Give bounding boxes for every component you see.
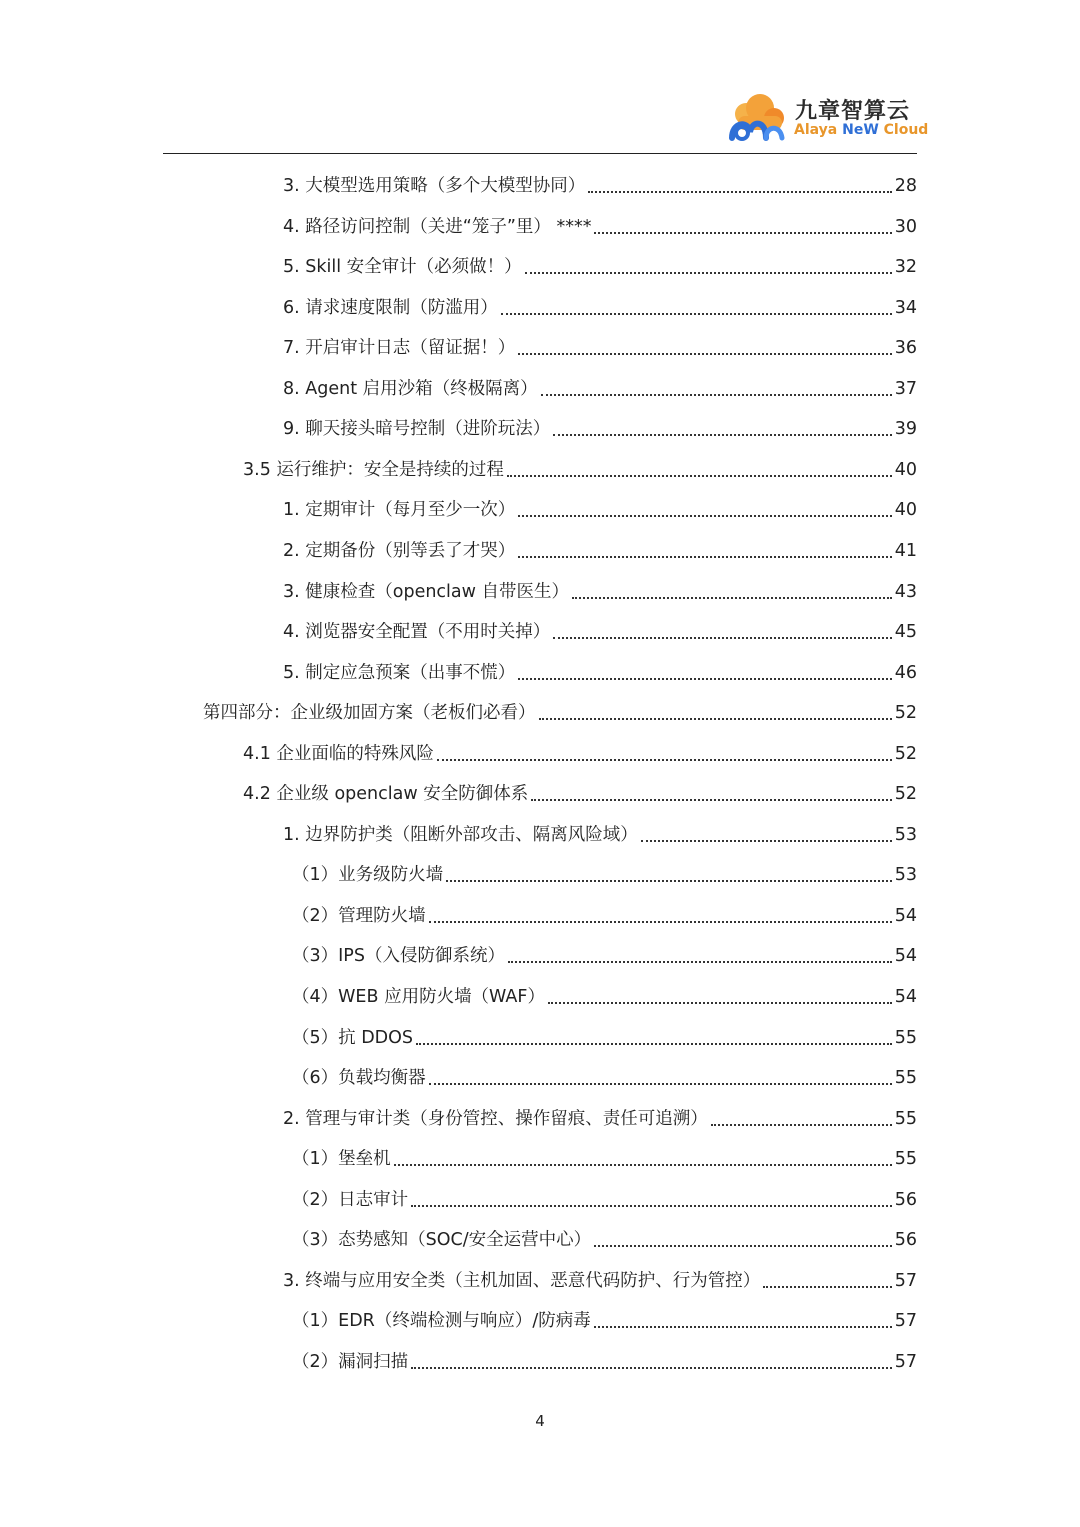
toc-dot-leader [641, 840, 892, 842]
toc-entry-title: 2. 管理与审计类（身份管控、操作留痕、责任可追溯） [283, 1108, 708, 1129]
toc-entry-page-number: 57 [894, 1311, 917, 1332]
toc-dot-leader [518, 515, 891, 517]
toc-entry-title: 3. 终端与应用安全类（主机加固、恶意代码防护、行为管控） [283, 1270, 761, 1291]
toc-entry-page-number: 30 [894, 216, 917, 237]
toc-entry-title: 4.1 企业面临的特殊风险 [243, 743, 434, 764]
toc-entry-page-number: 53 [894, 824, 917, 845]
toc-entry[interactable] [283, 361, 917, 401]
toc-entry-page-number: 54 [894, 987, 917, 1007]
toc-entry[interactable] [283, 1091, 917, 1131]
toc-dot-leader [437, 759, 892, 761]
toc-dot-leader [588, 191, 891, 193]
toc-dot-leader [416, 1043, 892, 1045]
toc-dot-leader [501, 313, 892, 315]
toc-entry[interactable] [243, 726, 917, 766]
header-divider [163, 153, 917, 154]
toc-entry-title: 6. 请求速度限制（防滥用） [283, 297, 498, 318]
toc-entry[interactable] [283, 199, 917, 239]
toc-entry-title: 第四部分：企业级加固方案（老板们必看） [203, 703, 536, 724]
toc-entry[interactable] [292, 847, 917, 887]
toc-dot-leader [553, 434, 891, 436]
toc-entry-title: 2. 定期备份（别等丢了才哭） [283, 540, 516, 561]
toc-entry[interactable] [292, 928, 917, 968]
toc-entry-page-number: 57 [894, 1270, 917, 1291]
toc-entry-title: 5. 制定应急预案（出事不慌） [283, 662, 516, 683]
toc-entry[interactable] [292, 1131, 917, 1171]
toc-dot-leader [429, 1083, 892, 1085]
toc-entry-page-number: 55 [894, 1149, 917, 1170]
toc-entry-page-number: 56 [894, 1230, 917, 1251]
toc-entry-title: 3. 大模型选用策略（多个大模型协同） [283, 176, 586, 196]
toc-entry-page-number: 28 [894, 176, 917, 196]
toc-dot-leader [446, 880, 892, 882]
toc-entry-page-number: 52 [894, 703, 917, 724]
toc-entry[interactable] [283, 482, 917, 522]
toc-entry[interactable] [283, 807, 917, 847]
brand-name-en-highlight: NeW [842, 122, 879, 138]
toc-dot-leader [548, 1002, 892, 1004]
toc-dot-leader [541, 394, 892, 396]
toc-dot-leader [411, 1367, 892, 1369]
toc-entry[interactable] [283, 239, 917, 279]
toc-dot-leader [394, 1164, 892, 1166]
toc-entry[interactable] [243, 766, 917, 806]
toc-entry-page-number: 34 [894, 297, 917, 318]
toc-entry[interactable] [203, 685, 917, 725]
cloud-logo-icon [726, 92, 790, 142]
toc-entry-title: 5. Skill 安全审计（必须做！） [283, 257, 522, 278]
toc-entry-title: 1. 边界防护类（阻断外部攻击、隔离风险域） [283, 824, 638, 845]
toc-entry[interactable] [292, 1293, 917, 1333]
toc-entry-title: （4）WEB 应用防火墙（WAF） [292, 987, 545, 1007]
toc-entry-page-number: 55 [894, 1068, 917, 1089]
toc-entry-title: （1）业务级防火墙 [292, 865, 444, 886]
toc-entry-title: （2）管理防火墙 [292, 905, 426, 926]
toc-entry[interactable] [292, 1334, 917, 1374]
toc-entry-title: 9. 聊天接头暗号控制（进阶玩法） [283, 419, 551, 440]
toc-entry-title: 1. 定期审计（每月至少一次） [283, 500, 516, 521]
toc-entry-page-number: 55 [894, 1027, 917, 1048]
toc-entry-page-number: 32 [894, 257, 917, 278]
toc-dot-leader [594, 1245, 892, 1247]
toc-entry-page-number: 37 [894, 378, 917, 399]
toc-entry-page-number: 43 [894, 581, 917, 602]
toc-entry-page-number: 57 [894, 1351, 917, 1372]
toc-dot-leader [594, 1326, 892, 1328]
toc-entry-page-number: 56 [894, 1189, 917, 1210]
toc-dot-leader [518, 353, 891, 355]
toc-entry-title: 8. Agent 启用沙箱（终极隔离） [283, 378, 538, 399]
toc-entry-title: 3.5 运行维护：安全是持续的过程 [243, 459, 504, 480]
toc-dot-leader [525, 272, 892, 274]
toc-dot-leader [411, 1205, 892, 1207]
page-number: 4 [535, 1412, 545, 1430]
toc-entry-title: 7. 开启审计日志（留证据！） [283, 338, 516, 359]
brand-name-en-prefix: Alaya [794, 122, 843, 138]
toc-entry-title: 3. 健康检查（openclaw 自带医生） [283, 581, 570, 602]
toc-entry-page-number: 53 [894, 865, 917, 886]
toc-dot-leader [508, 961, 892, 963]
toc-entry-page-number: 54 [894, 905, 917, 926]
toc-dot-leader [518, 556, 891, 558]
toc-dot-leader [711, 1124, 892, 1126]
toc-entry[interactable] [292, 1212, 917, 1252]
toc-entry[interactable] [283, 1253, 917, 1293]
brand-name-en-suffix: Cloud [878, 122, 929, 138]
toc-entry-title: （2）漏洞扫描 [292, 1351, 409, 1372]
toc-entry[interactable] [283, 604, 917, 644]
toc-entry-title: （3）态势感知（SOC/安全运营中心） [292, 1230, 592, 1251]
toc-entry[interactable] [283, 320, 917, 360]
toc-entry[interactable] [283, 280, 917, 320]
toc-entry-page-number: 52 [894, 784, 917, 805]
toc-entry-page-number: 36 [894, 338, 917, 359]
toc-entry-title: 4. 路径访问控制（关进“笼子”里） **** [283, 216, 592, 237]
toc-entry[interactable] [283, 564, 917, 604]
toc-entry-page-number: 41 [894, 540, 917, 561]
toc-entry-title: （1）EDR（终端检测与响应）/防病毒 [292, 1311, 591, 1332]
toc-dot-leader [531, 799, 892, 801]
toc-dot-leader [518, 678, 891, 680]
toc-entry-title: （3）IPS（入侵防御系统） [292, 946, 505, 967]
toc-entry[interactable] [292, 888, 917, 928]
toc-entry-title: 4. 浏览器安全配置（不用时关掉） [283, 622, 551, 643]
toc-entry-title: 4.2 企业级 openclaw 安全防御体系 [243, 784, 529, 805]
toc-entry-title: （2）日志审计 [292, 1189, 409, 1210]
toc-entry[interactable] [283, 401, 917, 441]
toc-entry-title: （5）抗 DDOS [292, 1027, 414, 1048]
toc-dot-leader [572, 597, 892, 599]
toc-entry[interactable] [283, 523, 917, 563]
brand-name-en [794, 122, 928, 138]
toc-entry-page-number: 54 [894, 946, 917, 967]
toc-entry-title: （1）堡垒机 [292, 1149, 391, 1170]
toc-dot-leader [763, 1286, 891, 1288]
toc-entry-page-number: 39 [894, 419, 917, 440]
toc-entry-page-number: 52 [894, 743, 917, 764]
toc-entry[interactable] [292, 1050, 917, 1090]
toc-dot-leader [429, 921, 892, 923]
toc-entry-page-number: 46 [894, 662, 917, 683]
toc-entry-page-number: 45 [894, 622, 917, 643]
toc-entry-page-number: 40 [894, 459, 917, 480]
brand-name-cn: 九章智算云 [795, 99, 911, 124]
toc-dot-leader [539, 718, 892, 720]
brand-logo [726, 92, 929, 144]
toc-dot-leader [594, 232, 891, 234]
toc-entry[interactable] [292, 969, 917, 1009]
toc-entry[interactable] [243, 442, 917, 482]
toc-dot-leader [507, 475, 892, 477]
toc-entry[interactable] [283, 645, 917, 685]
toc-entry-page-number: 40 [894, 500, 917, 521]
toc-entry-page-number: 55 [894, 1108, 917, 1129]
toc-dot-leader [553, 637, 891, 639]
toc-entry[interactable] [283, 158, 917, 198]
toc-entry-title: （6）负载均衡器 [292, 1068, 426, 1089]
toc-entry[interactable] [292, 1172, 917, 1212]
toc-entry[interactable] [292, 1010, 917, 1050]
